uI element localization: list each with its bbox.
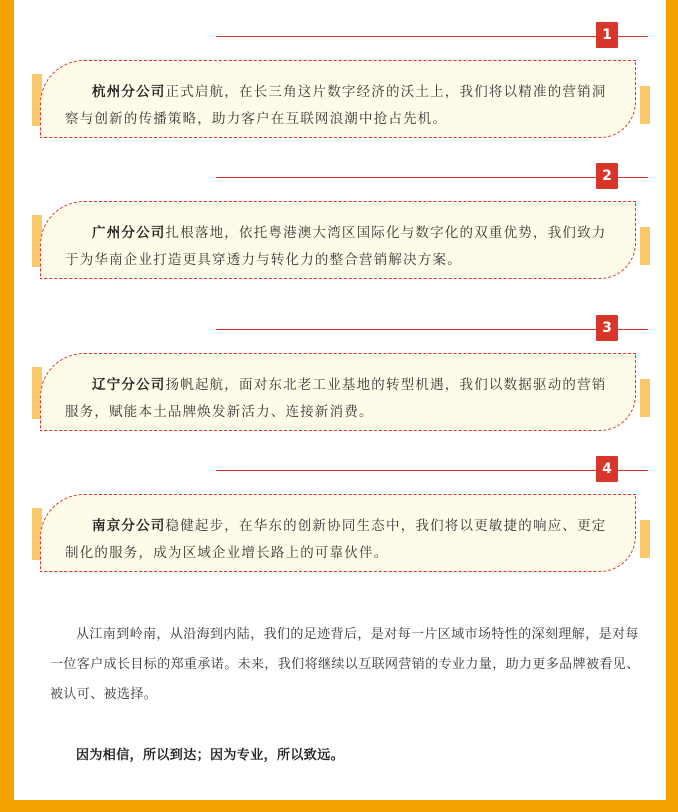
branch-name: 杭州分公司 <box>92 84 166 100</box>
branch-name: 南京分公司 <box>92 518 166 534</box>
branch-paragraph <box>65 372 611 426</box>
closing-section <box>50 620 650 710</box>
branch-item-4 <box>14 450 666 590</box>
right-tab-decoration <box>640 520 650 558</box>
branch-card <box>40 60 636 138</box>
branch-item-2 <box>14 157 666 297</box>
divider-line <box>216 36 648 37</box>
branch-paragraph <box>65 513 611 567</box>
number-badge: 2 <box>596 163 618 189</box>
branch-card <box>40 201 636 279</box>
branch-text: 正式启航，在长三角这片数字经济的沃土上，我们将以精准的营销洞察与创新的传播策略，助力客户在互联网浪潮中抢占先机。 <box>65 84 607 127</box>
right-tab-decoration <box>640 379 650 417</box>
branch-name: 广州分公司 <box>92 225 166 241</box>
branch-paragraph <box>65 79 611 133</box>
right-tab-decoration <box>640 227 650 265</box>
branch-item-1 <box>14 16 666 156</box>
content-area <box>14 0 666 800</box>
closing-paragraph: 从江南到岭南，从沿海到内陆，我们的足迹背后，是对每一片区域市场特性的深刻理解，是对每一位客户成长目标的郑重承诺。未来，我们将继续以互联网营销的专业力量，助力更多品牌被看见、被认可、被选择。 <box>50 627 640 702</box>
divider-line <box>216 177 648 178</box>
branch-card <box>40 494 636 572</box>
branch-text: 扬帆起航，面对东北老工业基地的转型机遇，我们以数据驱动的营销服务，赋能本土品牌焕发新活力、连接新消费。 <box>65 377 607 420</box>
slogan: 因为相信，所以到达；因为专业，所以致远。 <box>76 748 345 763</box>
branch-text: 扎根落地，依托粤港澳大湾区国际化与数字化的双重优势，我们致力于为华南企业打造更具穿透力与转化力的整合营销解决方案。 <box>65 225 607 268</box>
branch-paragraph <box>65 220 611 274</box>
number-badge: 3 <box>596 315 618 341</box>
right-tab-decoration <box>640 86 650 124</box>
divider-line <box>216 329 648 330</box>
number-badge: 4 <box>596 456 618 482</box>
branch-card <box>40 353 636 431</box>
branch-item-3 <box>14 309 666 449</box>
divider-line <box>216 470 648 471</box>
number-badge: 1 <box>596 22 618 48</box>
branch-name: 辽宁分公司 <box>92 377 166 393</box>
branch-text: 稳健起步，在华东的创新协同生态中，我们将以更敏捷的响应、更定制化的服务，成为区域企业增长路上的可靠伙伴。 <box>65 518 607 561</box>
